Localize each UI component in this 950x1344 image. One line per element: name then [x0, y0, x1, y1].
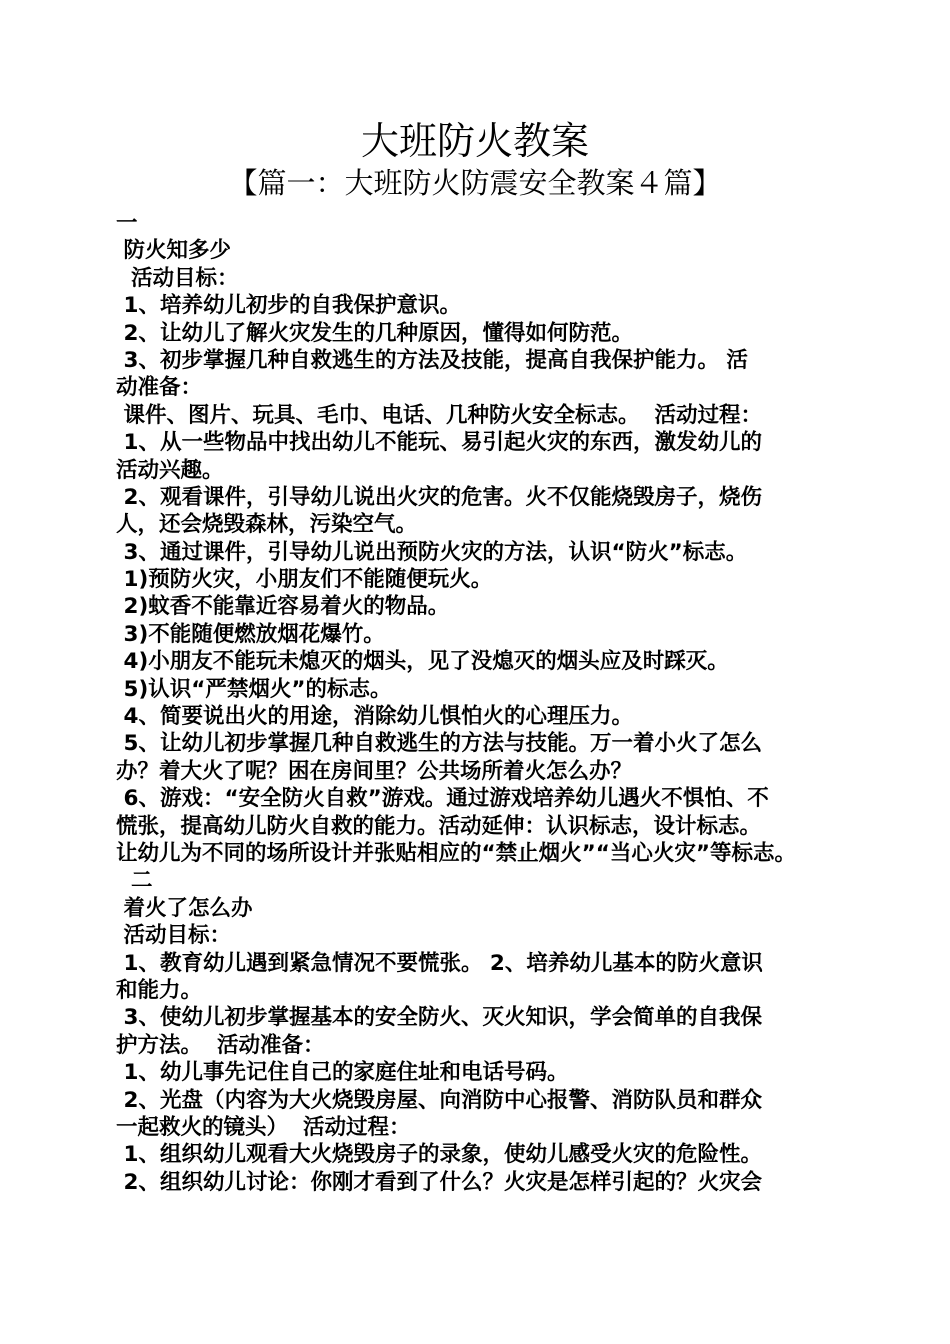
body-line: 4、简要说出火的用途，消除幼儿惧怕火的心理压力。: [116, 704, 633, 730]
body-line: 慌张，提高幼儿防火自救的能力。活动延伸：认识标志，设计标志。: [116, 813, 762, 839]
body-line: 1、从一些物品中找出幼儿不能玩、易引起火灾的东西，激发幼儿的: [116, 430, 762, 456]
body-line: 活动兴趣。: [116, 457, 224, 483]
body-line: 二: [116, 868, 153, 894]
body-line: 人，还会烧毁森林，污染空气。: [116, 512, 418, 538]
body-line: 动准备：: [116, 375, 203, 401]
body-line: 3)不能随便燃放烟花爆竹。: [116, 621, 385, 647]
body-line: 2、组织幼儿讨论：你刚才看到了什么？火灾是怎样引起的？火灾会: [116, 1169, 762, 1195]
body-line: 活动目标：: [116, 923, 231, 949]
body-line: 2)蚊香不能靠近容易着火的物品。: [116, 594, 450, 620]
body-line: 2、光盘（内容为大火烧毁房屋、向消防中心报警、消防队员和群众: [116, 1087, 762, 1113]
body-line: 课件、图片、玩具、毛巾、电话、几种防火安全标志。 活动过程：: [116, 402, 762, 428]
body-line: 3、初步掌握几种自救逃生的方法及技能，提高自我保护能力。 活: [116, 347, 748, 373]
body-line: 一起救火的镜头） 活动过程：: [116, 1114, 411, 1140]
body-line: 和能力。: [116, 977, 203, 1003]
body-line: 4)小朋友不能玩未熄灭的烟头，见了没熄灭的烟头应及时踩灭。: [116, 649, 729, 675]
body-line: 着火了怎么办: [116, 895, 253, 921]
body-line: 1、组织幼儿观看大火烧毁房子的录象，使幼儿感受火灾的危险性。: [116, 1142, 762, 1168]
body-line: 1、教育幼儿遇到紧急情况不要慌张。 2、培养幼儿基本的防火意识: [116, 950, 763, 976]
body-line: 2、让幼儿了解火灾发生的几种原因，懂得如何防范。: [116, 320, 633, 346]
body-line: 1、培养幼儿初步的自我保护意识。: [116, 293, 461, 319]
body-line: 2、观看课件，引导幼儿说出火灾的危害。火不仅能烧毁房子，烧伤: [116, 484, 762, 510]
document-title: 大班防火教案: [360, 119, 589, 163]
body-line: 活动目标：: [116, 265, 239, 291]
body-line: 1)预防火灾，小朋友们不能随便玩火。: [116, 567, 493, 593]
body-line: 5)认识“严禁烟火”的标志。: [116, 676, 392, 702]
body-line: 护方法。 活动准备：: [116, 1032, 325, 1058]
body-line: 防火知多少: [116, 238, 231, 264]
body-line: 6、游戏：“安全防火自救”游戏。通过游戏培养幼儿遇火不惧怕、不: [116, 786, 769, 812]
body-line: 办？着大火了呢？困在房间里？公共场所着火怎么办？: [116, 758, 633, 784]
body-line: 一: [116, 211, 138, 236]
document-body: [116, 210, 840, 1196]
body-line: 让幼儿为不同的场所设计并张贴相应的“禁止烟火”“当心火灾”等标志。: [116, 840, 797, 866]
body-line: 3、使幼儿初步掌握基本的安全防火、灭火知识，学会简单的自我保: [116, 1005, 762, 1031]
body-line: 5、让幼儿初步掌握几种自救逃生的方法与技能。万一着小火了怎么: [116, 731, 762, 757]
body-line: 1、幼儿事先记住自己的家庭住址和电话号码。: [116, 1060, 569, 1086]
document-subtitle: 【篇一：大班防火防震安全教案４篇】: [228, 166, 722, 200]
body-line: 3、通过课件，引导幼儿说出预防火灾的方法，认识“防火”标志。: [116, 539, 748, 565]
